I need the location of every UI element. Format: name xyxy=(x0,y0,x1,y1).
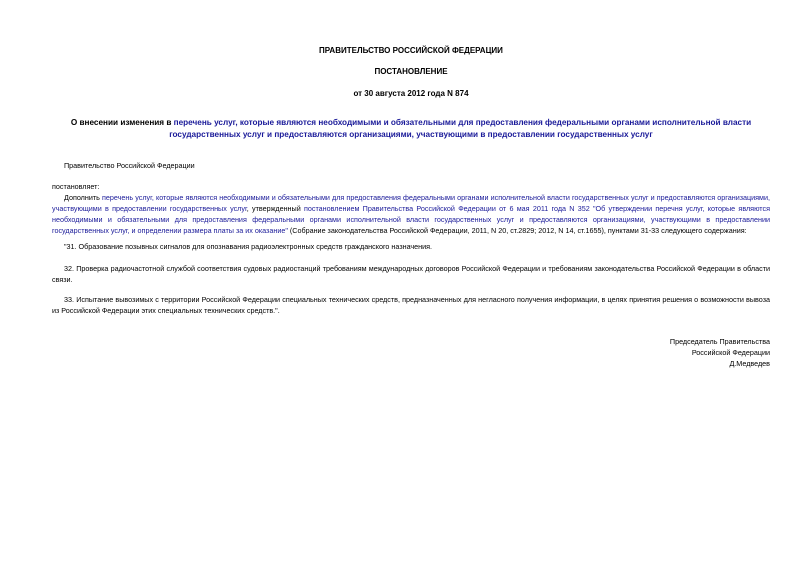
document-date-number: от 30 августа 2012 года N 874 xyxy=(353,89,469,98)
main-link-resolution-352[interactable]: постановлением Правительства Российской Федерации от 6 мая 2011 года N 352 "Об утверждении перечня услуг, которые являются необходимыми и обязательными для предоставления федеральными органами исполнительной власти государственных услуг и предоставляются организациями, участвующими в предоставлении государственных услуг, и определении размера платы за их оказание" xyxy=(52,204,770,235)
subject-prefix: О внесении изменения в xyxy=(70,118,174,127)
main-end: (Собрание законодательства Российской Федерации, 2011, N 20, ст.2829; 2012, N 14, ст.1655), пунктами 31-33 следующего содержания: xyxy=(287,226,747,235)
item-33: 33. Испытание вывозимых с территории Российской Федерации специальных технических средств, предназначенных для негласного получения информации, в целях принятия решения о возможности вывоза из Российской Федерации этих специальных технических средств.". xyxy=(52,295,770,315)
resolves-paragraph: постановляет: xyxy=(52,182,100,191)
document-type: ПОСТАНОВЛЕНИЕ xyxy=(374,67,448,76)
signature-title-1: Председатель Правительства xyxy=(669,337,770,346)
item-32: 32. Проверка радиочастотной службой соответствия судовых радиостанций требованиям международных договоров Российской Федерации и требованиям законодательства Российской Федерации в области связи. xyxy=(52,264,770,284)
main-start: Дополнить xyxy=(64,193,103,202)
main-mid: , утвержденный xyxy=(246,204,304,213)
government-paragraph: Правительство Российской Федерации xyxy=(64,161,195,170)
main-paragraph xyxy=(52,192,770,236)
subject-link[interactable]: перечень услуг, которые являются необходимыми и обязательными для предоставления федеральными органами исполнительной власти государственных услуг и предоставляются организациями, участвующими в предоставлении государственных услуг xyxy=(169,118,752,139)
signature-title-2: Российской Федерации xyxy=(691,348,770,357)
item-31: "31. Образование позывных сигналов для опознавания радиоэлектронных средств гражданского назначения. xyxy=(64,242,433,251)
signature-name: Д.Медведев xyxy=(729,359,770,368)
document-subject xyxy=(52,117,770,141)
document-page xyxy=(52,0,770,571)
organization-title: ПРАВИТЕЛЬСТВО РОССИЙСКОЙ ФЕДЕРАЦИИ xyxy=(319,46,503,55)
main-link-services-list[interactable]: перечень услуг, которые являются необходимыми и обязательными для предоставления федеральными органами исполнительной власти государственных услуг и предоставляются организациями, участвующими в предоставлении государственных услуг xyxy=(52,193,770,213)
signature-block xyxy=(570,336,770,369)
